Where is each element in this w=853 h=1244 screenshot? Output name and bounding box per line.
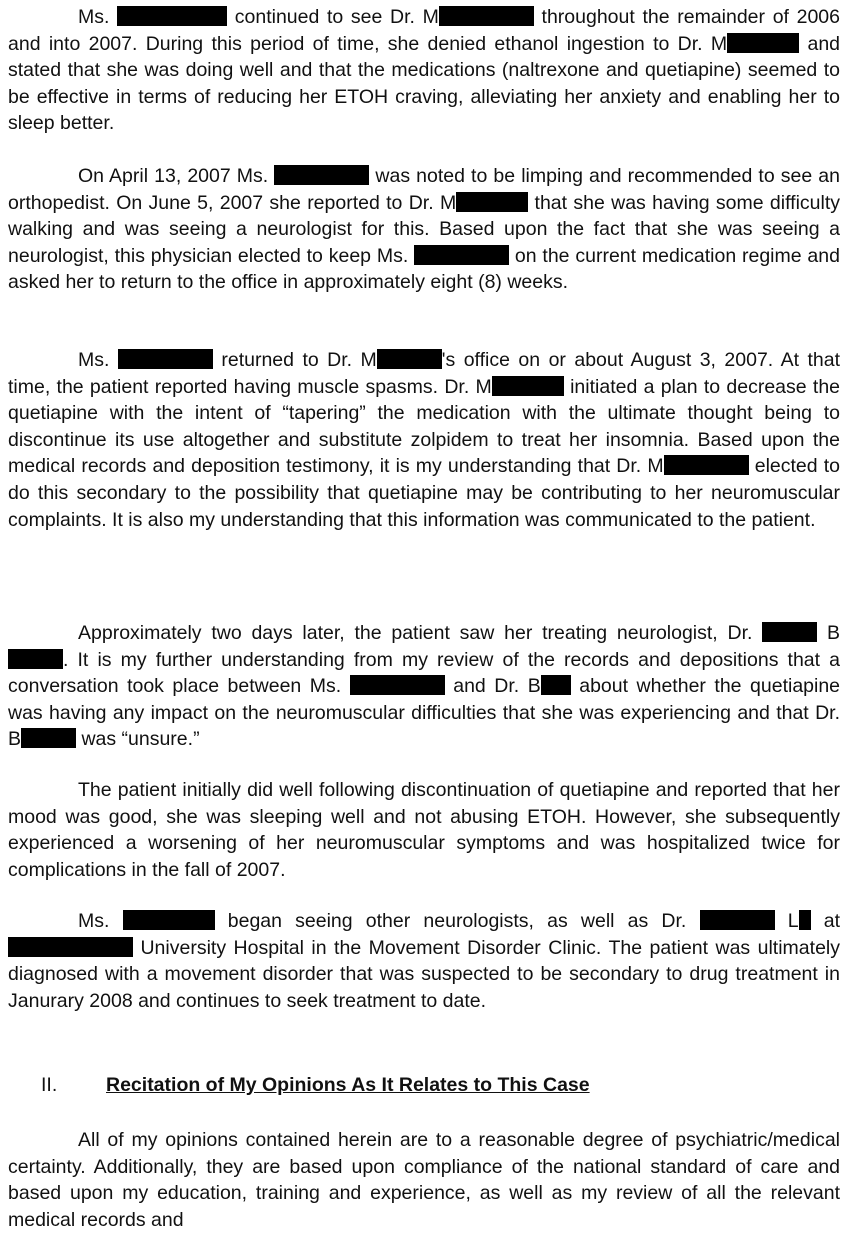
paragraph-6: Ms. began seeing other neurologists, as well as Dr. L at University Hospital in the Movement Disorder Clinic. The patient was ultimately diagnosed with a movement disorder that was suspected to be secondary to drug treatment in Janurary 2008 and continues to seek treatment to date. (8, 910, 840, 1012)
redaction-bar (492, 376, 564, 396)
paragraph-2: On April 13, 2007 Ms. was noted to be limping and recommended to see an orthopedist. On June 5, 2007 she reported to Dr. M that she was having some difficulty walking and was seeing a neurologist for this. Based upon the fact that she was seeing a neurologist, this physician elected to keep Ms. on the current medication regime and asked her to return to the office in approximately eight (8) weeks. (8, 165, 841, 294)
paragraph-3: Ms. returned to Dr. M 's office on or about August 3, 2007. At that time, the patient reported having muscle spasms. Dr. M initiated a plan to decrease the quetiapine with the intent of “tapering” the medication with the ultimate thought being to discontinue its use altogether and substitute zolpidem to treat her insomnia. Based upon the medical records and deposition testimony, it is my understanding that Dr. M elected to do this secondary to the possibility that quetiapine may be contributing to her neuromuscular complaints. It is also my understanding that this information was communicated to the patient. (8, 349, 841, 531)
redaction-bar (799, 910, 811, 930)
redaction-bar (123, 910, 215, 930)
redaction-bar (727, 33, 799, 53)
redaction-bar (8, 937, 133, 957)
redaction-bar (377, 349, 442, 369)
redaction-bar (762, 622, 817, 642)
section-heading (41, 1072, 590, 1099)
redaction-bar (700, 910, 775, 930)
paragraph-5: The patient initially did well following discontinuation of quetiapine and reported that her mood was good, she was sleeping well and not abusing ETOH. However, she subsequently experienced a worsening of her neuromuscular symptoms and was hospitalized twice for complications in the fall of 2007. (8, 779, 840, 881)
redaction-bar (8, 649, 63, 669)
paragraph-7: All of my opinions contained herein are to a reasonable degree of psychiatric/medical certainty. Additionally, they are based upon compliance of the national standard of care and based upon my education, training and experience, as well as my review of all the relevant medical records and (8, 1129, 840, 1231)
redaction-bar (350, 675, 445, 695)
redaction-bar (664, 455, 749, 475)
section-title: Recitation of My Opinions As It Relates to This Case (106, 1074, 590, 1096)
redaction-bar (118, 349, 213, 369)
redaction-bar (414, 245, 509, 265)
redaction-bar (456, 192, 528, 212)
section-number: II. (41, 1074, 58, 1096)
paragraph-4: Approximately two days later, the patient saw her treating neurologist, Dr. B. It is my further understanding from my review of the records and depositions that a conversation took place between Ms. and Dr. B about whether the quetiapine was having any impact on the neuromuscular difficulties that she was experiencing and that Dr. B was “unsure.” (8, 622, 841, 751)
redaction-bar (541, 675, 571, 695)
redaction-bar (21, 728, 76, 748)
paragraph-1: Ms. continued to see Dr. M throughout the remainder of 2006 and into 2007. During this period of time, she denied ethanol ingestion to Dr. M and stated that she was doing well and that the medications (naltrexone and quetiapine) seemed to be effective in terms of reducing her ETOH craving, alleviating her anxiety and enabling her to sleep better. (8, 6, 841, 135)
redaction-bar (439, 6, 534, 26)
redaction-bar (274, 165, 369, 185)
redaction-bar (117, 6, 227, 26)
